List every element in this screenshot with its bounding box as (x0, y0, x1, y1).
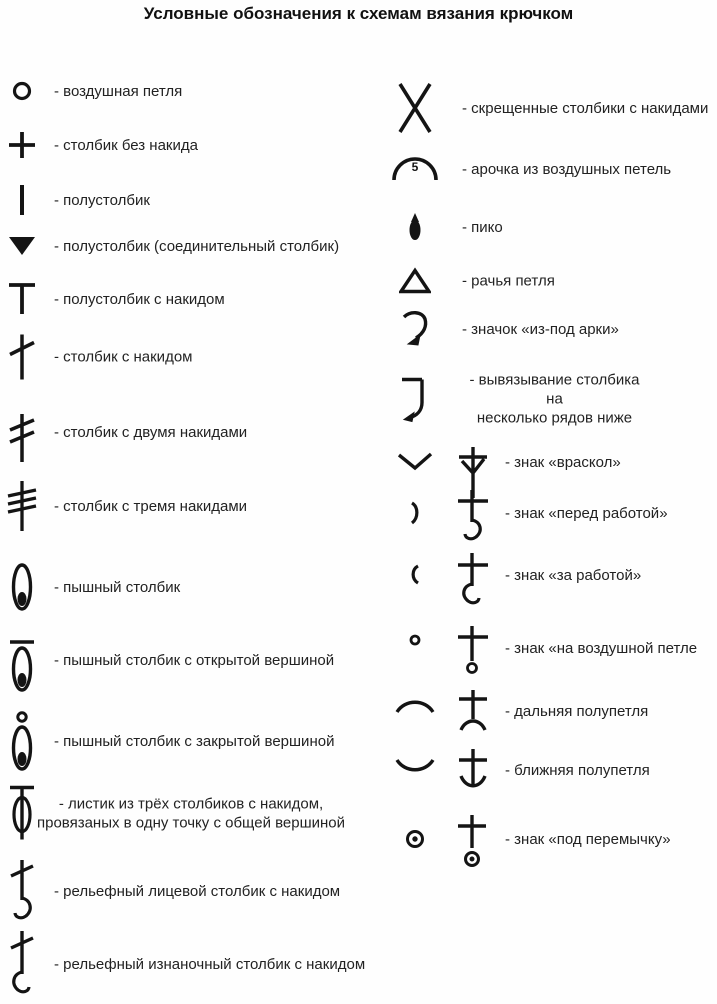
chain-stitch-icon (4, 80, 40, 102)
legend-label: - ближняя полупетля (505, 761, 650, 779)
closed-top-puff-icon (4, 711, 40, 771)
legend-item (380, 371, 647, 428)
legend-item (380, 546, 641, 604)
legend-label: - полустолбик (соединительный столбик) (54, 237, 340, 255)
half-stitch-icon (4, 184, 40, 216)
legend-label: - пышный столбик с закрытой вершиной (54, 732, 335, 750)
chain-arch-icon (380, 156, 450, 182)
legend-item (380, 156, 671, 182)
legend-item (4, 930, 365, 998)
legend-item (380, 268, 555, 295)
picot-icon (380, 213, 450, 241)
legend-label: - столбик с двумя накидами (54, 423, 248, 441)
legend-item (4, 80, 182, 102)
legend-label: - столбик с накидом (54, 348, 193, 366)
back-post-dc-icon (4, 930, 40, 998)
legend-item (380, 433, 621, 491)
legend-label: - столбик без накида (54, 136, 198, 154)
legend-label: - знак «на воздушной петле (505, 639, 698, 657)
legend-item (380, 689, 648, 733)
legend-item (4, 282, 225, 316)
legend-label: - знак «за работой» (505, 566, 642, 584)
on-chain-stitch-icon (450, 625, 496, 675)
legend-label: - скрещенные столбики с накидами (462, 99, 709, 117)
near-half-loop-icon (380, 758, 450, 774)
legend-item (4, 334, 192, 381)
legend-label: - пышный столбик с открытой вершиной (54, 651, 335, 669)
legend-label: - значок «из-под арки» (462, 320, 619, 338)
legend-item (4, 634, 334, 686)
under-arch-icon (380, 310, 450, 348)
page-title: Условные обозначения к схемам вязания крючком (143, 4, 574, 23)
under-bar-stitch-icon (450, 814, 496, 870)
legend-label: - рачья петля (462, 272, 555, 290)
legend-item (4, 236, 339, 256)
legend-item (380, 623, 697, 673)
legend-label: - рельефный лицевой столбик с накидом (54, 882, 341, 900)
legend-label: - знак «под перемычку» (505, 830, 671, 848)
single-crochet-icon (4, 130, 40, 160)
legend-item (380, 485, 668, 541)
legend-item (4, 130, 198, 160)
far-half-loop-stitch-icon (450, 689, 496, 733)
legend-label: - рельефный изнаночный столбик с накидом (54, 955, 366, 973)
legend-item (4, 480, 247, 532)
front-post-dc-icon (4, 859, 40, 923)
legend-label: - знак «перед работой» (505, 504, 668, 522)
v-split-icon (380, 452, 450, 472)
crab-stitch-icon (380, 268, 450, 295)
legend-label: - полустолбик с накидом (54, 290, 225, 308)
legend-item (4, 184, 150, 216)
legend-item (4, 785, 356, 842)
legend-item (4, 562, 180, 612)
far-half-loop-icon (380, 698, 450, 714)
legend-label: - арочка из воздушных петель (462, 160, 672, 178)
crossed-stitches-icon (380, 82, 450, 134)
legend-item (380, 213, 503, 241)
legend-label: - вывязывание столбика на несколько рядов ниже (469, 371, 640, 427)
chain-count-label: 5 (411, 160, 419, 174)
rows-below-icon (380, 376, 450, 422)
legend-item (380, 748, 650, 792)
legend-label: - полустолбик (54, 191, 150, 209)
legend-item (380, 82, 708, 134)
near-half-loop-stitch-icon (450, 748, 496, 792)
behind-work-stitch-icon (450, 552, 496, 610)
half-double-crochet-icon (4, 282, 40, 316)
treble-crochet-icon (4, 413, 40, 463)
legend-item (4, 407, 247, 457)
double-treble-crochet-icon (4, 480, 40, 532)
legend-item (4, 859, 340, 923)
legend-item (380, 811, 671, 867)
bridge-dot-icon (380, 829, 450, 849)
legend-item (4, 711, 334, 771)
legend-label: - дальняя полупетля (505, 702, 649, 720)
legend-item (380, 310, 619, 348)
before-work-stitch-icon (450, 489, 496, 545)
legend-label: - листик из трёх столбиков с накидом, провязаных в одну точку с общей вершиной (36, 795, 346, 831)
puff-stitch-icon (4, 562, 40, 612)
double-crochet-icon (4, 334, 40, 381)
open-top-puff-icon (4, 640, 40, 692)
behind-work-paren-icon (380, 564, 450, 586)
legend-label: - знак «враскол» (505, 453, 621, 471)
chain-loop-icon (380, 634, 450, 646)
legend-label: - воздушная петля (54, 82, 183, 100)
slip-stitch-icon (4, 236, 40, 256)
legend-label: - столбик с тремя накидами (54, 497, 248, 515)
legend-label: - пико (462, 218, 503, 236)
before-work-paren-icon (380, 501, 450, 525)
legend-label: - пышный столбик (54, 578, 181, 596)
